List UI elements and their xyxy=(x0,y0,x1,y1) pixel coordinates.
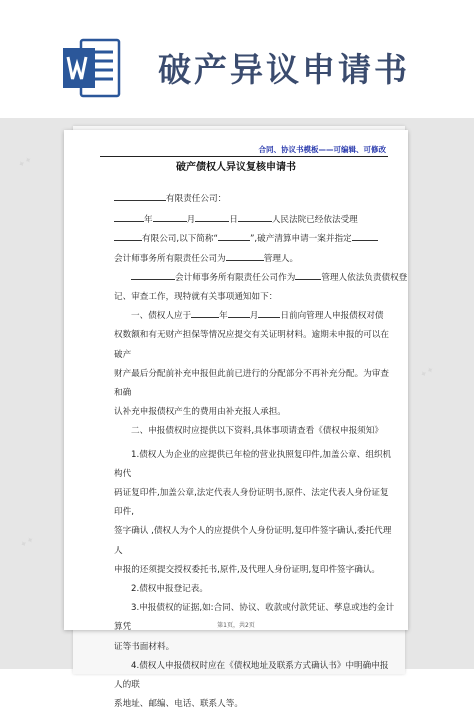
header-banner xyxy=(0,0,474,120)
item-2: 2.债权申报登记表。 xyxy=(131,584,208,595)
watermark-icon: ✦✦ xyxy=(18,534,37,552)
watermark-icon: ✦✦ xyxy=(16,154,35,172)
document-body xyxy=(114,190,408,714)
addressee-line: 有限责任公司： xyxy=(114,190,396,209)
header-rule xyxy=(100,156,388,157)
word-icon xyxy=(63,36,121,100)
section-1: 一、债权人应于 年 月 日前向管理人申报债权对债 权数额和有无财产担保等情况应提交有关证明材料。逾期未申报的可以在破产 财产最后分配前补充申报但此前已进行的分配部分不再补充分配。为审查和确 认补充申报债权产生的费用由补充报人承担。 xyxy=(114,307,396,422)
item-1: 1.债权人为企业的应提供已年检的营业执照复印件,加盖公章、组织机构代 码证复印件,加盖公章,法定代表人身份证明书,原件、法定代表人身份证复印件, 签字确认 ,债权人为个人的应提供个人身份证明,复印件签字确认,委托代理人 申报的还须提交授权委托书,原件,及代理人身份证明,复印件签字确认。 xyxy=(114,449,392,575)
edit-note: 合同、协议书模板——可编辑、可修改 xyxy=(258,145,386,154)
item-3: 3.申报债权的证据,如:合同、协议、收款或付款凭证、孳息或违约金计算凭 证等书面材料。 xyxy=(114,603,395,652)
banner-title: 破产异议申请书 xyxy=(158,50,410,89)
page-number: 第1页，共2页 xyxy=(217,622,255,629)
paragraph-1: 年 月 日 人民法院已经依法受理 有限公司,以下简称“ ”,破产清算申请一案并指定 会计师事务所有限责任公司为 管理人。 xyxy=(114,211,396,269)
document-title: 破产债权人异议复核申请书 xyxy=(176,162,296,173)
paragraph-2: 会计师事务所有限责任公司作为 管理人依法负责债权登 记、审查工作，现特就有关事项通知如下： xyxy=(114,269,396,307)
document-page xyxy=(64,130,408,710)
watermark-icon: ✦✦ xyxy=(418,364,437,382)
item-4: 4.债权人申报债权时应在《债权地址及联系方式确认书》中明确申报人的联 系地址、邮编、电话、联系人等。 xyxy=(114,660,389,710)
section-2: 二、申报债权时应提供以下资料,具体事项请查看《债权申报须知》 xyxy=(131,426,383,437)
